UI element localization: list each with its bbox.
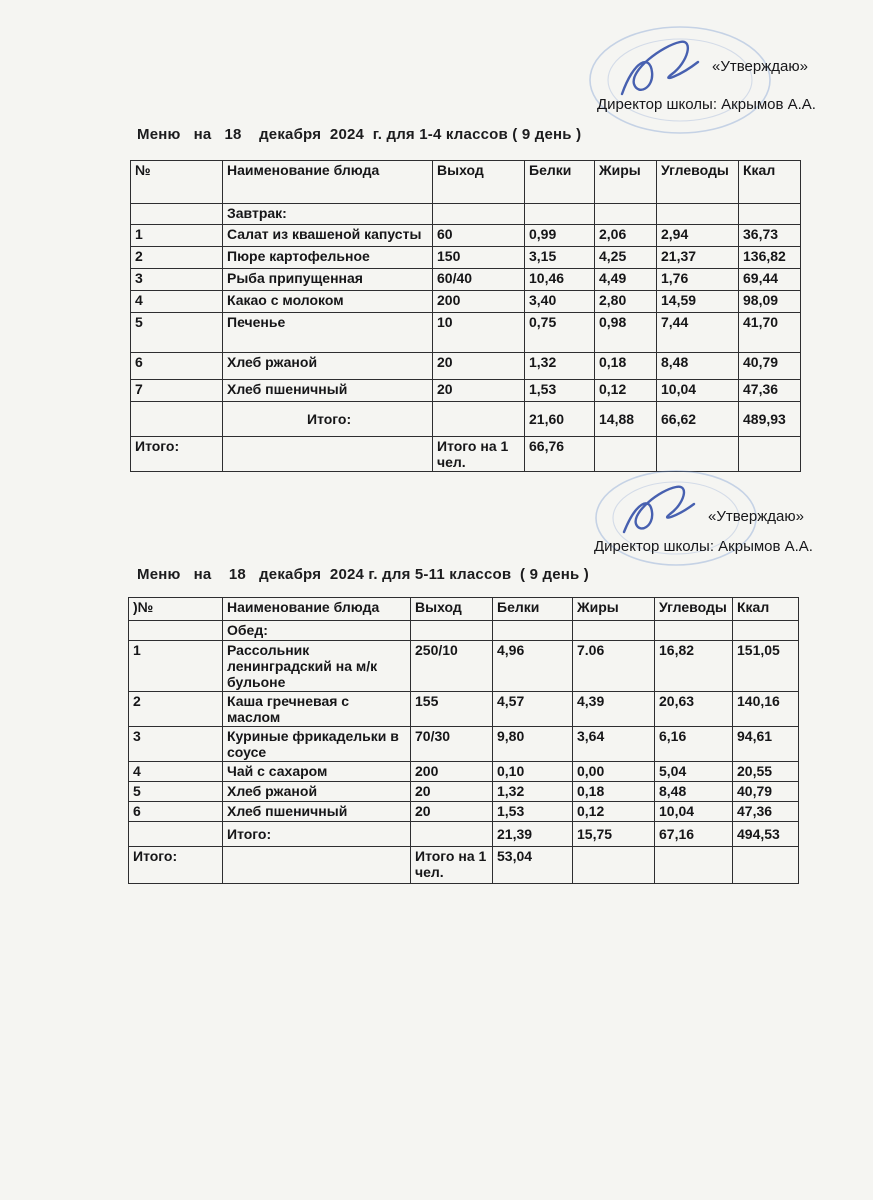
cell (433, 402, 525, 437)
protein-value: 0,10 (493, 762, 573, 782)
menu2-title: Меню на 18 декабря 2024 г. для 5-11 классов ( 9 день ) (137, 566, 589, 583)
dish-name: Куриные фрикадельки в соусе (223, 727, 411, 762)
cell (411, 822, 493, 847)
per-person-label: Итого: (129, 847, 223, 884)
carbs-value: 7,44 (657, 313, 739, 353)
cell (733, 847, 799, 884)
totals-label: Итого: (223, 402, 433, 437)
dish-name: Рассольник ленинградский на м/к бульоне (223, 641, 411, 692)
cell (733, 621, 799, 641)
fat-value: 0,00 (573, 762, 655, 782)
column-header: Выход (433, 161, 525, 204)
protein-value: 4,96 (493, 641, 573, 692)
fat-value: 0,12 (595, 380, 657, 402)
fat-value: 7.06 (573, 641, 655, 692)
kcal-value: 151,05 (733, 641, 799, 692)
kcal-value: 40,79 (739, 353, 801, 380)
row-number: 1 (129, 641, 223, 692)
menu1-title: Меню на 18 декабря 2024 г. для 1-4 классов ( 9 день ) (137, 126, 582, 143)
portion-size: 250/10 (411, 641, 493, 692)
column-header: Наименование блюда (223, 161, 433, 204)
carbs-value: 8,48 (655, 782, 733, 802)
dish-row (129, 802, 799, 822)
kcal-value: 69,44 (739, 269, 801, 291)
signature-icon (622, 42, 698, 94)
per-person-note: Итого на 1 чел. (433, 437, 525, 472)
meal-section-row (129, 621, 799, 641)
row-number: 2 (131, 247, 223, 269)
protein-value: 9,80 (493, 727, 573, 762)
portion-size: 200 (411, 762, 493, 782)
portion-size: 20 (433, 380, 525, 402)
per-person-value: 66,76 (525, 437, 595, 472)
carbs-value: 10,04 (657, 380, 739, 402)
approve-label: «Утверждаю» (712, 58, 808, 75)
kcal-value: 136,82 (739, 247, 801, 269)
protein-value: 0,99 (525, 225, 595, 247)
dish-row (131, 225, 801, 247)
column-header: Жиры (595, 161, 657, 204)
column-header: Выход (411, 598, 493, 621)
protein-value: 1,53 (525, 380, 595, 402)
carbs-value: 5,04 (655, 762, 733, 782)
portion-size: 10 (433, 313, 525, 353)
dish-name: Хлеб пшеничный (223, 380, 433, 402)
column-header: Углеводы (657, 161, 739, 204)
cell (129, 621, 223, 641)
dish-row (131, 353, 801, 380)
dish-name: Салат из квашеной капусты (223, 225, 433, 247)
kcal-value: 94,61 (733, 727, 799, 762)
portion-size: 200 (433, 291, 525, 313)
director-signature-line: Директор школы: Акрымов А.А. (594, 538, 813, 555)
cell (411, 621, 493, 641)
dish-name: Пюре картофельное (223, 247, 433, 269)
totals-protein: 21,60 (525, 402, 595, 437)
carbs-value: 6,16 (655, 727, 733, 762)
dish-row (131, 247, 801, 269)
dish-name: Хлеб пшеничный (223, 802, 411, 822)
dish-name: Печенье (223, 313, 433, 353)
portion-size: 20 (411, 802, 493, 822)
dish-row (129, 692, 799, 727)
row-number: 5 (129, 782, 223, 802)
cell (433, 204, 525, 225)
portion-size: 20 (433, 353, 525, 380)
protein-value: 1,32 (493, 782, 573, 802)
protein-value: 1,53 (493, 802, 573, 822)
fat-value: 0,18 (573, 782, 655, 802)
protein-value: 3,15 (525, 247, 595, 269)
kcal-value: 20,55 (733, 762, 799, 782)
dish-name: Рыба припущенная (223, 269, 433, 291)
kcal-value: 140,16 (733, 692, 799, 727)
cell (657, 437, 739, 472)
per-person-row (131, 437, 801, 472)
dish-row (131, 380, 801, 402)
column-header: Углеводы (655, 598, 733, 621)
carbs-value: 2,94 (657, 225, 739, 247)
cell (493, 621, 573, 641)
portion-size: 20 (411, 782, 493, 802)
kcal-value: 47,36 (733, 802, 799, 822)
cell (739, 437, 801, 472)
portion-size: 70/30 (411, 727, 493, 762)
fat-value: 2,06 (595, 225, 657, 247)
signature-icon (624, 487, 694, 532)
fat-value: 0,18 (595, 353, 657, 380)
protein-value: 1,32 (525, 353, 595, 380)
carbs-value: 8,48 (657, 353, 739, 380)
cell (655, 847, 733, 884)
cell (595, 204, 657, 225)
dish-row (131, 291, 801, 313)
per-person-row (129, 847, 799, 884)
protein-value: 0,75 (525, 313, 595, 353)
row-number: 4 (129, 762, 223, 782)
carbs-value: 21,37 (657, 247, 739, 269)
column-header: Наименование блюда (223, 598, 411, 621)
carbs-value: 1,76 (657, 269, 739, 291)
cell (739, 204, 801, 225)
round-seal-stamp (576, 20, 811, 140)
row-number: 4 (131, 291, 223, 313)
dish-name: Хлеб ржаной (223, 782, 411, 802)
portion-size: 60/40 (433, 269, 525, 291)
column-header: Белки (525, 161, 595, 204)
row-number: 3 (131, 269, 223, 291)
dish-row (129, 727, 799, 762)
cell (573, 847, 655, 884)
dish-name: Каша гречневая с маслом (223, 692, 411, 727)
cell (223, 437, 433, 472)
fat-value: 4,25 (595, 247, 657, 269)
protein-value: 3,40 (525, 291, 595, 313)
meal-section-label: Обед: (223, 621, 411, 641)
portion-size: 150 (433, 247, 525, 269)
kcal-value: 36,73 (739, 225, 801, 247)
carbs-value: 10,04 (655, 802, 733, 822)
header-row (131, 161, 801, 204)
fat-value: 0,98 (595, 313, 657, 353)
row-number: 6 (129, 802, 223, 822)
totals-carbs: 66,62 (657, 402, 739, 437)
kcal-value: 41,70 (739, 313, 801, 353)
protein-value: 4,57 (493, 692, 573, 727)
dish-name: Чай с сахаром (223, 762, 411, 782)
dish-row (131, 269, 801, 291)
fat-value: 3,64 (573, 727, 655, 762)
totals-carbs: 67,16 (655, 822, 733, 847)
kcal-value: 98,09 (739, 291, 801, 313)
totals-fat: 14,88 (595, 402, 657, 437)
column-header: Ккал (733, 598, 799, 621)
protein-value: 10,46 (525, 269, 595, 291)
dish-row (129, 641, 799, 692)
carbs-value: 14,59 (657, 291, 739, 313)
dish-row (129, 782, 799, 802)
totals-label: Итого: (223, 822, 411, 847)
cell (573, 621, 655, 641)
menu2-table (128, 597, 799, 884)
totals-kcal: 494,53 (733, 822, 799, 847)
dish-name: Какао с молоком (223, 291, 433, 313)
column-header: № (131, 161, 223, 204)
kcal-value: 47,36 (739, 380, 801, 402)
dish-name: Хлеб ржаной (223, 353, 433, 380)
portion-size: 155 (411, 692, 493, 727)
row-number: 5 (131, 313, 223, 353)
cell (657, 204, 739, 225)
menu1-table (130, 160, 801, 472)
carbs-value: 20,63 (655, 692, 733, 727)
fat-value: 4,39 (573, 692, 655, 727)
cell (131, 204, 223, 225)
row-number: 6 (131, 353, 223, 380)
cell (595, 437, 657, 472)
cell (129, 822, 223, 847)
fat-value: 0,12 (573, 802, 655, 822)
row-number: 3 (129, 727, 223, 762)
dish-row (131, 313, 801, 353)
dish-row (129, 762, 799, 782)
totals-row (131, 402, 801, 437)
per-person-value: 53,04 (493, 847, 573, 884)
approve-label: «Утверждаю» (708, 508, 804, 525)
cell (525, 204, 595, 225)
cell (223, 847, 411, 884)
meal-section-row (131, 204, 801, 225)
column-header: Ккал (739, 161, 801, 204)
row-number: 2 (129, 692, 223, 727)
per-person-note: Итого на 1 чел. (411, 847, 493, 884)
row-number: 7 (131, 380, 223, 402)
column-header: Жиры (573, 598, 655, 621)
director-signature-line: Директор школы: Акрымов А.А. (597, 96, 816, 113)
meal-section-label: Завтрак: (223, 204, 433, 225)
totals-protein: 21,39 (493, 822, 573, 847)
row-number: 1 (131, 225, 223, 247)
per-person-label: Итого: (131, 437, 223, 472)
carbs-value: 16,82 (655, 641, 733, 692)
totals-fat: 15,75 (573, 822, 655, 847)
fat-value: 2,80 (595, 291, 657, 313)
portion-size: 60 (433, 225, 525, 247)
kcal-value: 40,79 (733, 782, 799, 802)
fat-value: 4,49 (595, 269, 657, 291)
column-header: )№ (129, 598, 223, 621)
totals-row (129, 822, 799, 847)
cell (655, 621, 733, 641)
cell (131, 402, 223, 437)
column-header: Белки (493, 598, 573, 621)
totals-kcal: 489,93 (739, 402, 801, 437)
header-row (129, 598, 799, 621)
